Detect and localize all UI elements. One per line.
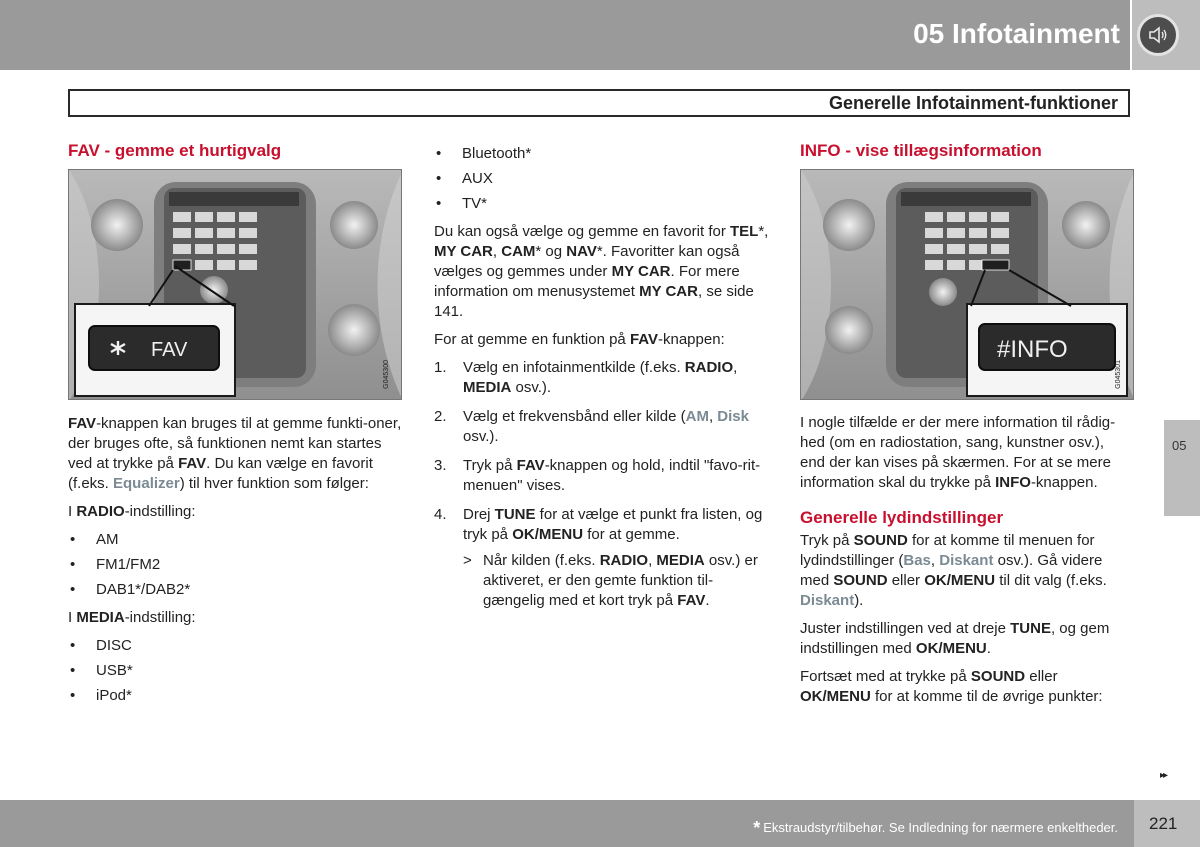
list-item: • FM1/FM2	[70, 556, 161, 573]
column-left	[68, 140, 408, 714]
list-item: • DISC	[70, 637, 132, 654]
info-heading: INFO - vise tillægsinformation	[800, 141, 1042, 160]
chapter-side-tab: 05	[1164, 420, 1200, 516]
page-number: 221	[1149, 814, 1178, 833]
column-right	[800, 140, 1132, 715]
save-steps	[434, 358, 772, 611]
source-list	[434, 144, 772, 214]
continue-paragraph: Fortsæt med at trykke på SOUND eller OK/MENU for at komme til de øvrige punkter:	[800, 668, 1103, 705]
favorites-paragraph: Du kan også vælge og gemme en favorit for TEL*, MY CAR, CAM* og NAV*. Favoritter kan også vælges og gemmes under MY CAR. For mere information om menusystemet MY CAR, se side 141.	[434, 223, 769, 320]
list-item: • USB*	[70, 662, 133, 679]
figure-code: G045300	[383, 360, 390, 389]
fav-button-label: FAV	[151, 339, 188, 361]
radio-list	[68, 530, 408, 600]
dashboard-info-illustration	[801, 170, 1134, 400]
info-button-label: #INFO	[997, 336, 1068, 363]
chapter-title: 05 Infotainment	[913, 18, 1120, 49]
step-item: 4. Drej TUNE for at vælge et punkt fra listen, og tryk på OK/MENU for at gemme. > Når kilden (f.eks. RADIO, MEDIA osv.) er aktiveret, er den gemte funktion til-gængelig med et kort tryk på FAV.	[434, 505, 772, 611]
step-item: 2. Vælg et frekvensbånd eller kilde (AM, Disk osv.).	[434, 408, 749, 445]
speaker-icon	[1137, 14, 1179, 56]
step-item: 1. Vælg en infotainmentkilde (f.eks. RADIO, MEDIA osv.).	[434, 359, 738, 396]
figure-code: G045301	[1115, 360, 1122, 389]
list-item: • iPod*	[70, 687, 132, 704]
footer-note: * Ekstraudstyr/tilbehør. Se Indledning for nærmere enkeltheder.	[753, 818, 1118, 838]
section-title: Generelle Infotainment-funktioner	[828, 93, 1118, 113]
info-paragraph: I nogle tilfælde er der mere information til rådig-hed (om en radiostation, sang, kunstner osv.), end der kan vises på skærmen. For at se mere information skal du trykke på INFO-knappen.	[800, 414, 1116, 491]
list-item: • DAB1*/DAB2*	[70, 581, 191, 598]
step-result: > Når kilden (f.eks. RADIO, MEDIA osv.) er aktiveret, er den gemte funktion til-gængelig med et kort tryk på FAV.	[463, 552, 758, 609]
dashboard-fav-illustration	[69, 170, 402, 400]
list-item: • Bluetooth*	[436, 145, 532, 162]
list-item: • AUX	[436, 170, 493, 187]
fav-intro-paragraph: FAV-knappen kan bruges til at gemme funkti-oner, der bruges ofte, så funktionen nemt kan startes ved at trykke på FAV. Du kan vælge en favorit (f.eks. Equalizer) til hver funktion som følger:	[68, 415, 402, 492]
continue-arrow-icon: ▸▸	[1160, 770, 1167, 781]
radio-mode-label: I RADIO-indstilling:	[68, 503, 196, 520]
section-bar	[68, 89, 1130, 117]
fav-heading: FAV - gemme et hurtigvalg	[68, 141, 282, 160]
column-middle	[434, 144, 772, 620]
sound-heading: Generelle lydindstillinger	[800, 508, 1004, 527]
media-list	[68, 636, 408, 706]
media-mode-label: I MEDIA-indstilling:	[68, 609, 196, 626]
list-item: • TV*	[436, 195, 488, 212]
info-button-figure	[800, 169, 1134, 400]
fav-button-figure	[68, 169, 402, 400]
save-intro-paragraph: For at gemme en funktion på FAV-knappen:	[434, 331, 725, 348]
list-item: • AM	[70, 531, 119, 548]
step-item: 3. Tryk på FAV-knappen og hold, indtil "favo-rit-menuen" vises.	[434, 457, 761, 494]
adjust-paragraph: Juster indstillingen ved at dreje TUNE, og gem indstillingen med OK/MENU.	[800, 620, 1110, 657]
sound-paragraph: Tryk på SOUND for at komme til menuen for lydindstillinger (Bas, Diskant osv.). Gå videre med SOUND eller OK/MENU til dit valg (f.eks. Diskant).	[800, 532, 1107, 609]
